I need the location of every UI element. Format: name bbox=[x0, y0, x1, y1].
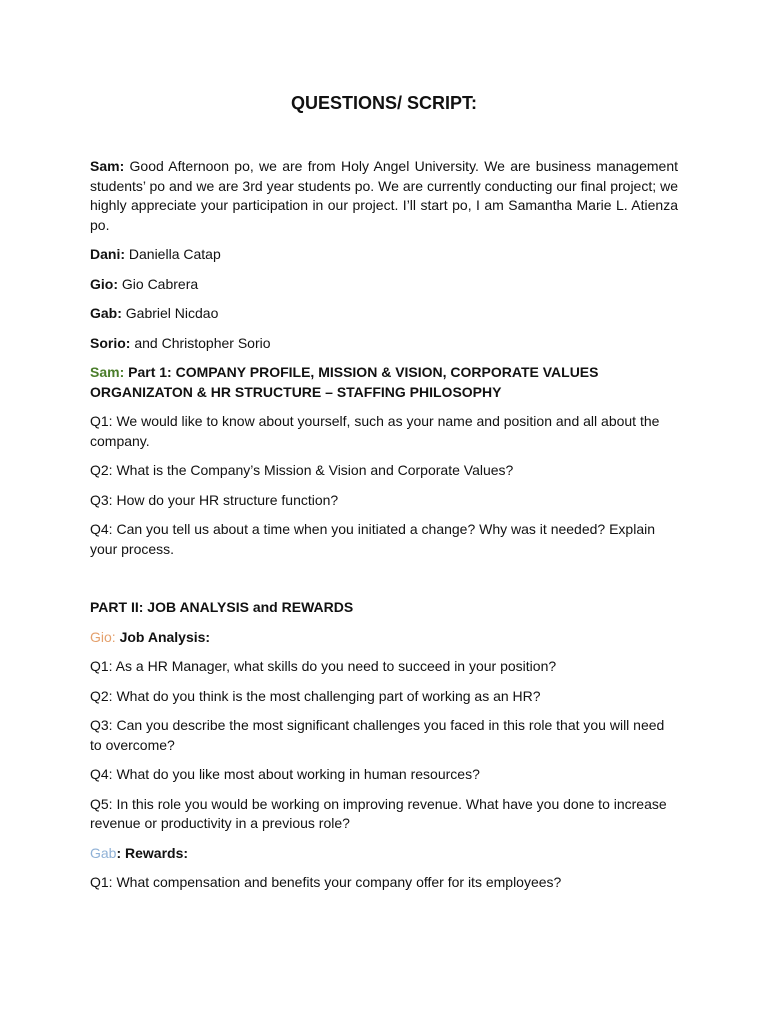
rewards-speaker: Gab bbox=[90, 844, 117, 861]
document-title: QUESTIONS/ SCRIPT: bbox=[290, 93, 478, 113]
member-speaker: Dani: bbox=[90, 246, 125, 262]
part1-heading bbox=[90, 363, 678, 402]
member-line bbox=[90, 304, 678, 324]
member-speaker: Gio: bbox=[90, 275, 118, 292]
document-body bbox=[90, 157, 678, 903]
question: Q5: In this role you would be working on improving revenue. What have you done to increase revenue or productivity in a previous role? bbox=[90, 795, 667, 831]
part2-title: PART II: JOB ANALYSIS and REWARDS bbox=[90, 599, 354, 615]
job-analysis-speaker: Gio: bbox=[90, 628, 116, 645]
member-speaker: Gab: bbox=[90, 305, 122, 321]
member-line bbox=[90, 275, 678, 295]
member-name: Daniella Catap bbox=[128, 246, 221, 262]
question: Q3: How do your HR structure function? bbox=[90, 491, 339, 508]
question: Q4: Can you tell us about a time when you initiated a change? Why was it needed? Explain your process. bbox=[90, 521, 656, 557]
rewards-heading bbox=[90, 844, 678, 864]
intro-paragraph bbox=[90, 157, 678, 235]
member-line bbox=[90, 334, 678, 354]
intro-text: Good Afternoon po, we are from Holy Angel University. We are business management students’ po and we are 3rd year students po. We are currently conducting our final project; we highly appreciate your participation in our project. I’ll start po, I am Samantha Marie L. Atienza po. bbox=[90, 158, 679, 233]
question: Q1: What compensation and benefits your company offer for its employees? bbox=[90, 874, 562, 890]
rewards-label: : Rewards: bbox=[116, 844, 189, 861]
question: Q3: Can you describe the most significant challenges you faced in this role that you will need to overcome? bbox=[90, 717, 665, 753]
part1-speaker: Sam: bbox=[90, 364, 125, 380]
part1-title: Part 1: COMPANY PROFILE, MISSION & VISION, CORPORATE VALUES ORGANIZATON & HR STRUCTURE – STAFFING PHILOSOPHY bbox=[90, 364, 599, 400]
part2-heading bbox=[90, 598, 678, 618]
member-name: Gio Cabrera bbox=[121, 275, 199, 292]
section-spacer bbox=[90, 569, 678, 598]
question: Q1: As a HR Manager, what skills do you need to succeed in your position? bbox=[90, 658, 557, 674]
member-name: and Christopher Sorio bbox=[134, 334, 271, 351]
job-analysis-heading bbox=[90, 628, 678, 648]
intro-speaker: Sam: bbox=[90, 158, 125, 174]
member-speaker: Sorio: bbox=[90, 334, 131, 351]
question: Q2: What is the Company’s Mission & Vision and Corporate Values? bbox=[90, 462, 514, 478]
question: Q1: We would like to know about yourself, such as your name and position and all about the company. bbox=[90, 413, 660, 449]
question: Q2: What do you think is the most challenging part of working as an HR? bbox=[90, 687, 541, 704]
job-analysis-label: Job Analysis: bbox=[119, 628, 211, 645]
member-line bbox=[90, 245, 678, 265]
member-name: Gabriel Nicdao bbox=[125, 305, 219, 321]
question: Q4: What do you like most about working in human resources? bbox=[90, 766, 480, 782]
